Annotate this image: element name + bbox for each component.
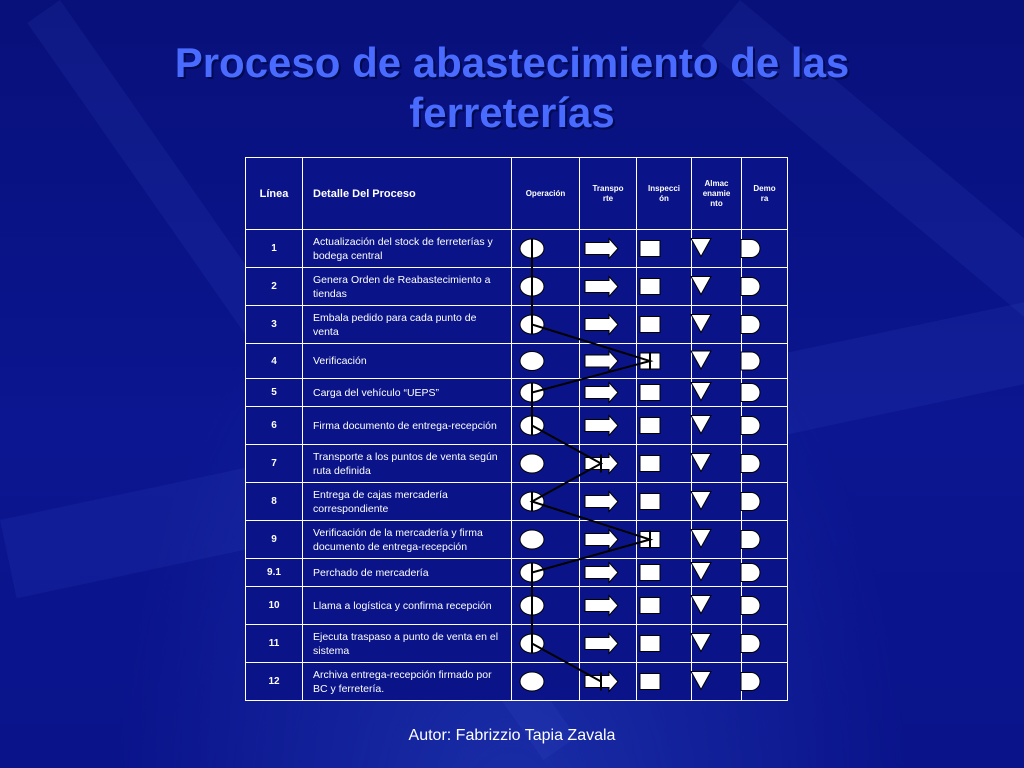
- table-row: [246, 663, 788, 701]
- row-number: 9.1: [246, 559, 303, 587]
- cell-inspection: [637, 230, 692, 268]
- cell-delay: [742, 587, 788, 625]
- row-number: 6: [246, 407, 303, 445]
- cell-delay: [742, 379, 788, 407]
- cell-delay: [742, 445, 788, 483]
- cell-transport: [580, 587, 637, 625]
- cell-inspection: [637, 379, 692, 407]
- table-row: [246, 379, 788, 407]
- cell-delay: [742, 344, 788, 379]
- cell-operation: [512, 379, 580, 407]
- header-line: Línea: [246, 158, 303, 230]
- cell-storage: [692, 445, 742, 483]
- row-detail: Ejecuta traspaso a punto de venta en el sistema: [303, 625, 512, 663]
- row-detail: Perchado de mercadería: [303, 559, 512, 587]
- cell-delay: [742, 483, 788, 521]
- cell-storage: [692, 483, 742, 521]
- cell-operation: [512, 306, 580, 344]
- cell-transport: [580, 306, 637, 344]
- cell-operation: [512, 445, 580, 483]
- table-row: [246, 483, 788, 521]
- cell-storage: [692, 344, 742, 379]
- table-row: [246, 521, 788, 559]
- row-detail: Firma documento de entrega-recepción: [303, 407, 512, 445]
- table-row: [246, 587, 788, 625]
- cell-delay: [742, 407, 788, 445]
- cell-operation: [512, 268, 580, 306]
- cell-transport: [580, 268, 637, 306]
- cell-transport: [580, 379, 637, 407]
- cell-inspection: [637, 306, 692, 344]
- cell-operation: [512, 483, 580, 521]
- row-number: 9: [246, 521, 303, 559]
- row-detail: Embala pedido para cada punto de venta: [303, 306, 512, 344]
- cell-storage: [692, 663, 742, 701]
- row-number: 8: [246, 483, 303, 521]
- row-number: 7: [246, 445, 303, 483]
- table-row: [246, 559, 788, 587]
- table-row: [246, 306, 788, 344]
- row-detail: Archiva entrega-recepción firmado por BC y ferretería.: [303, 663, 512, 701]
- cell-transport: [580, 521, 637, 559]
- header-detail: Detalle Del Proceso: [303, 158, 512, 230]
- header-transport: Transpo rte: [580, 158, 637, 230]
- row-number: 1: [246, 230, 303, 268]
- row-detail: Transporte a los puntos de venta según ruta definida: [303, 445, 512, 483]
- cell-storage: [692, 268, 742, 306]
- cell-delay: [742, 306, 788, 344]
- cell-transport: [580, 445, 637, 483]
- cell-operation: [512, 521, 580, 559]
- row-detail: Actualización del stock de ferreterías y bodega central: [303, 230, 512, 268]
- row-number: 11: [246, 625, 303, 663]
- cell-delay: [742, 521, 788, 559]
- table-row: [246, 407, 788, 445]
- cell-inspection: [637, 625, 692, 663]
- cell-operation: [512, 407, 580, 445]
- cell-operation: [512, 587, 580, 625]
- cell-inspection: [637, 344, 692, 379]
- cell-transport: [580, 625, 637, 663]
- row-number: 5: [246, 379, 303, 407]
- cell-operation: [512, 230, 580, 268]
- cell-transport: [580, 344, 637, 379]
- header-operation: Operación: [512, 158, 580, 230]
- header-storage: Almac enamie nto: [692, 158, 742, 230]
- slide-title: Proceso de abastecimiento de las ferreterías: [174, 39, 850, 136]
- cell-inspection: [637, 268, 692, 306]
- table-row: [246, 344, 788, 379]
- cell-storage: [692, 625, 742, 663]
- header-inspection: Inspecci ón: [637, 158, 692, 230]
- author-footer: Autor: Fabrizzio Tapia Zavala: [408, 727, 616, 744]
- cell-storage: [692, 407, 742, 445]
- cell-storage: [692, 521, 742, 559]
- row-number: 3: [246, 306, 303, 344]
- cell-delay: [742, 663, 788, 701]
- cell-inspection: [637, 663, 692, 701]
- cell-transport: [580, 559, 637, 587]
- cell-transport: [580, 663, 637, 701]
- cell-inspection: [637, 445, 692, 483]
- cell-inspection: [637, 407, 692, 445]
- header-delay: Demo ra: [742, 158, 788, 230]
- cell-inspection: [637, 483, 692, 521]
- row-detail: Verificación: [303, 344, 512, 379]
- row-number: 10: [246, 587, 303, 625]
- cell-storage: [692, 230, 742, 268]
- cell-storage: [692, 587, 742, 625]
- cell-inspection: [637, 559, 692, 587]
- row-detail: Genera Orden de Reabastecimiento a tiendas: [303, 268, 512, 306]
- table-row: [246, 625, 788, 663]
- process-flow-table: [245, 157, 788, 701]
- cell-delay: [742, 230, 788, 268]
- table-row: [246, 268, 788, 306]
- cell-operation: [512, 559, 580, 587]
- cell-storage: [692, 379, 742, 407]
- cell-storage: [692, 559, 742, 587]
- cell-inspection: [637, 521, 692, 559]
- row-number: 12: [246, 663, 303, 701]
- header-row: [246, 158, 788, 230]
- cell-inspection: [637, 587, 692, 625]
- cell-operation: [512, 344, 580, 379]
- row-detail: Llama a logística y confirma recepción: [303, 587, 512, 625]
- table-row: [246, 230, 788, 268]
- cell-delay: [742, 559, 788, 587]
- cell-transport: [580, 407, 637, 445]
- row-number: 2: [246, 268, 303, 306]
- cell-operation: [512, 663, 580, 701]
- cell-transport: [580, 483, 637, 521]
- cell-delay: [742, 625, 788, 663]
- cell-transport: [580, 230, 637, 268]
- row-number: 4: [246, 344, 303, 379]
- row-detail: Entrega de cajas mercadería correspondiente: [303, 483, 512, 521]
- cell-delay: [742, 268, 788, 306]
- table-row: [246, 445, 788, 483]
- cell-storage: [692, 306, 742, 344]
- row-detail: Carga del vehículo “UEPS”: [303, 379, 512, 407]
- row-detail: Verificación de la mercadería y firma documento de entrega-recepción: [303, 521, 512, 559]
- cell-operation: [512, 625, 580, 663]
